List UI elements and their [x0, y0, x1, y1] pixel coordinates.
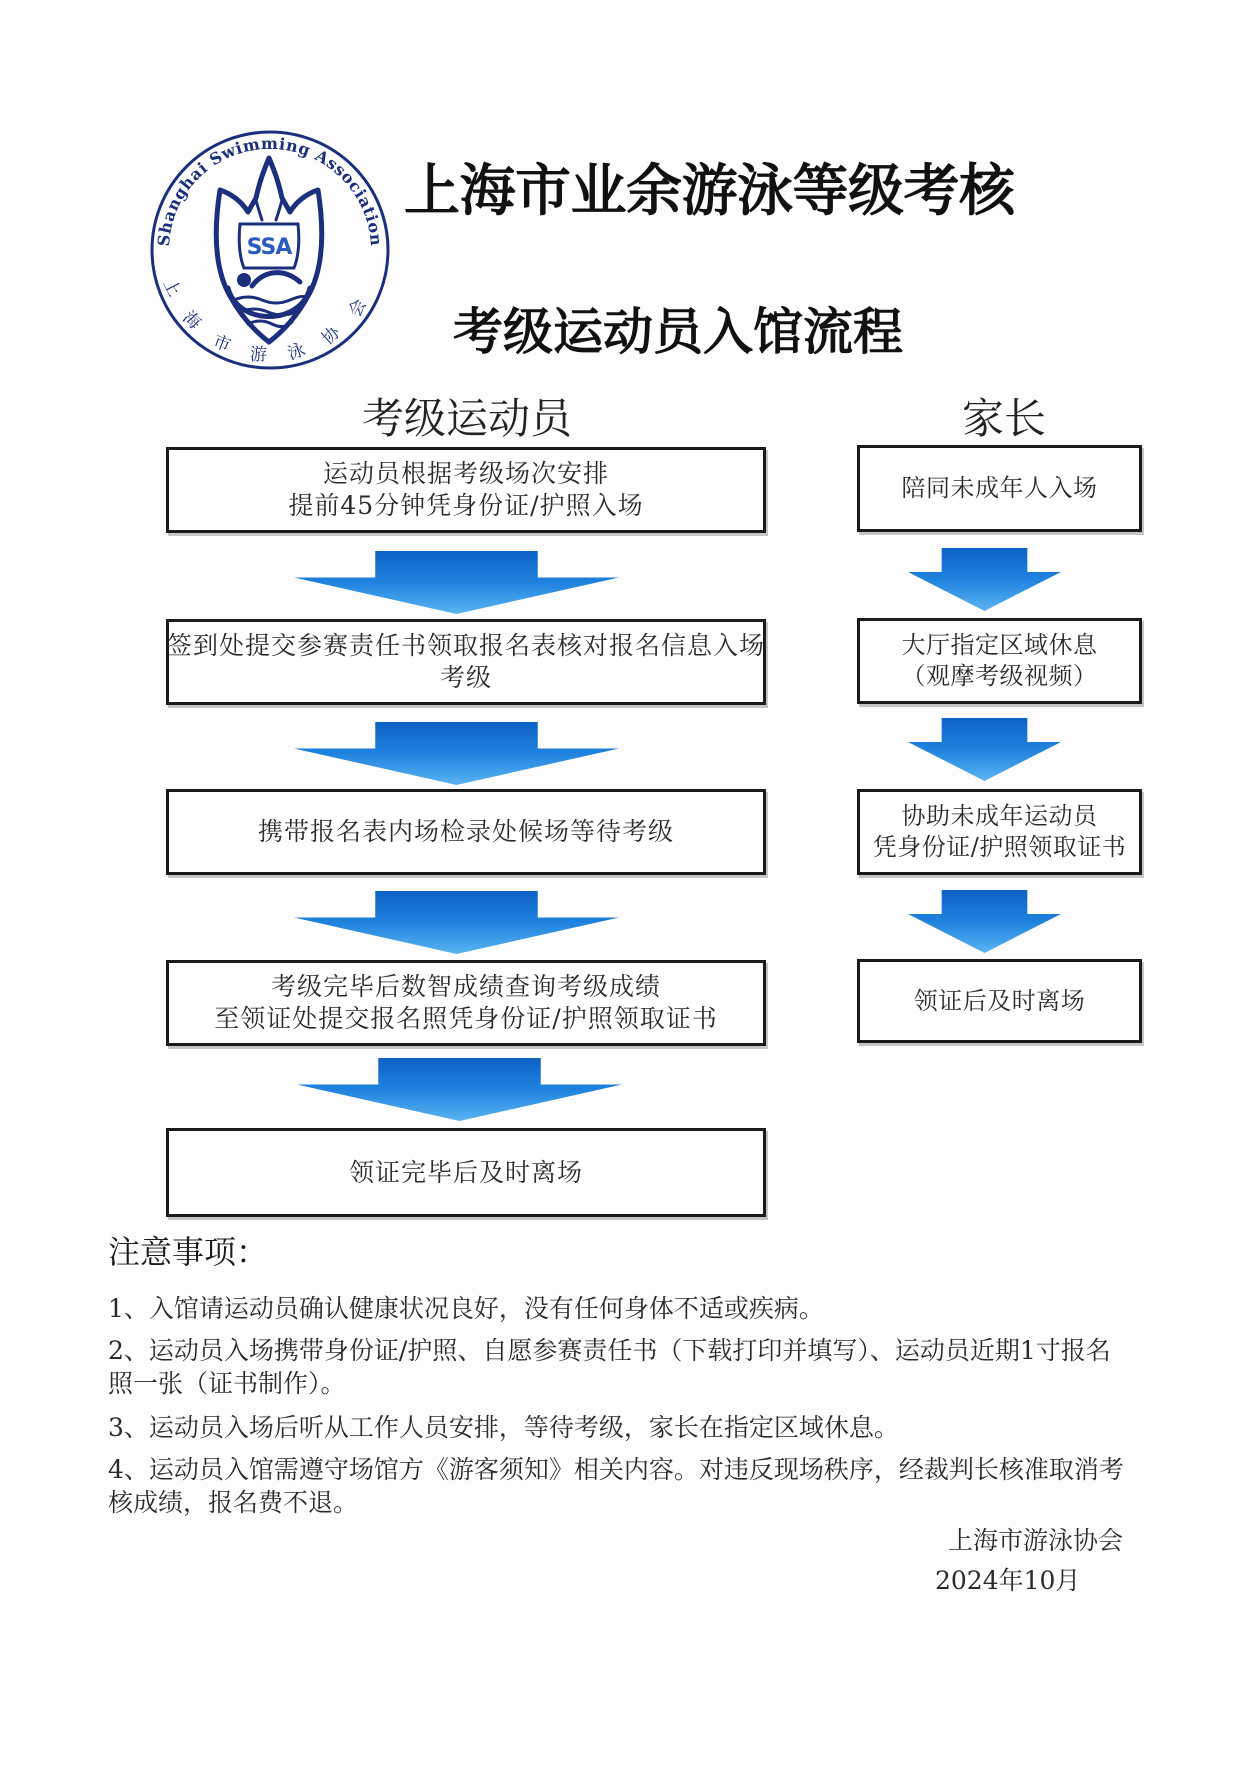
step-text-line: 凭身份证/护照领取证书: [872, 833, 1127, 861]
athlete-step-5: [166, 1128, 766, 1217]
step-text-line: （观摩考级视频）: [901, 662, 1098, 690]
step-text-line: 考级: [439, 663, 492, 692]
logo-monogram: SSA: [246, 235, 292, 260]
note-text-line: 2、运动员入场携带身份证/护照、自愿参赛责任书（下载打印并填写）、运动员近期1寸报名: [108, 1336, 1111, 1365]
issuer-name: 上海市游泳协会: [948, 1526, 1124, 1555]
note-text-line: 4、运动员入馆需遵守场馆方《游客须知》相关内容。对违反现场秩序，经裁判长核准取消考: [108, 1455, 1124, 1484]
note-text-line: 1、入馆请运动员确认健康状况良好，没有任何身体不适或疾病。: [108, 1294, 824, 1323]
logo-ring-text-cn-path: 上海市游泳协会: [158, 275, 382, 365]
page-title: 上海市业余游泳等级考核: [404, 158, 1015, 224]
down-arrow-icon: [908, 890, 1061, 953]
athlete-step-3: [166, 789, 766, 875]
down-arrow-icon: [908, 548, 1061, 611]
note-item-4: [108, 1453, 1124, 1519]
down-arrow-icon: [908, 718, 1061, 781]
issue-date: 2024年10月: [935, 1566, 1081, 1595]
lotus-emblem-icon: [216, 158, 321, 342]
step-text-line: 陪同未成年人入场: [901, 474, 1098, 502]
note-text-line: 照一张（证书制作）。: [108, 1369, 346, 1398]
athlete-column-heading: 考级运动员: [362, 394, 573, 443]
step-text-line: 运动员根据考级场次安排: [322, 459, 609, 488]
notes-title: 注意事项：: [108, 1233, 269, 1271]
parent-step-2: [857, 618, 1142, 704]
step-text-line: 领证完毕后及时离场: [348, 1157, 583, 1187]
note-item-3: [108, 1411, 899, 1444]
down-arrow-icon: [294, 891, 619, 954]
note-text-line: 3、运动员入场后听从工作人员安排，等待考级，家长在指定区域休息。: [108, 1413, 899, 1442]
step-text-line: 领证后及时离场: [913, 986, 1086, 1015]
parent-step-4: [857, 959, 1142, 1043]
logo-ring-text-en-path: Shanghai Swimming Association: [153, 133, 387, 247]
step-text-line: 协助未成年运动员: [901, 802, 1098, 830]
athlete-step-4: [166, 960, 766, 1046]
note-item-2: [108, 1334, 1111, 1400]
athlete-step-1: [166, 447, 766, 533]
step-text-line: 携带报名表内场检录处候场等待考级: [257, 817, 674, 846]
step-text-line: 至领证处提交报名照凭身份证/护照领取证书: [214, 1004, 718, 1033]
step-text-line: 大厅指定区域休息: [901, 631, 1098, 659]
step-text-line: 提前45分钟凭身份证/护照入场: [288, 491, 644, 520]
athlete-step-2: [166, 619, 766, 705]
note-text-line: 核成绩，报名费不退。: [108, 1488, 359, 1517]
step-text-line: 考级完毕后数智成绩查询考级成绩: [270, 972, 661, 1001]
parent-step-3: [857, 789, 1142, 875]
page-subtitle: 考级运动员入馆流程: [453, 302, 903, 361]
down-arrow-icon: [294, 722, 619, 785]
parent-step-1: [857, 445, 1142, 532]
down-arrow-icon: [294, 551, 619, 614]
note-item-1: [108, 1292, 824, 1325]
parent-column-heading: 家长: [962, 394, 1047, 443]
down-arrow-icon: [297, 1058, 622, 1121]
ssa-logo: [148, 128, 392, 372]
swimmer-head-icon: [237, 273, 251, 287]
step-text-line: 签到处提交参赛责任书领取报名表核对报名信息入场: [167, 631, 766, 660]
